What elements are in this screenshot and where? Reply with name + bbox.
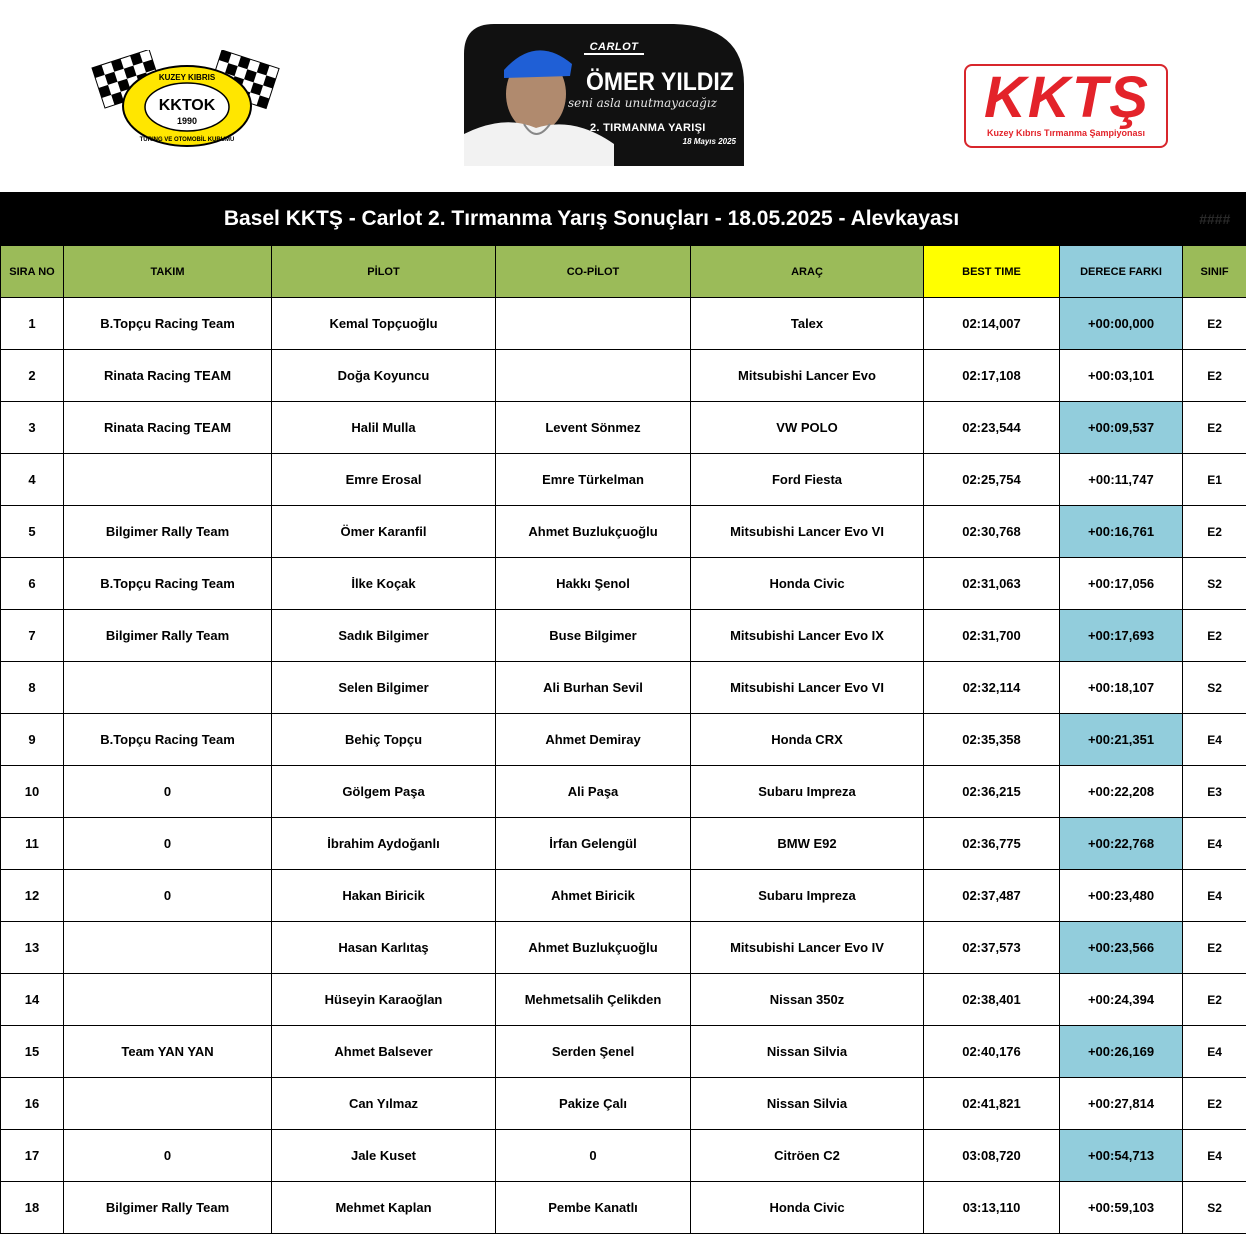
banner-driver-name: ÖMER YILDIZ — [586, 68, 734, 96]
cell-pilot: Gölgem Paşa — [272, 766, 496, 818]
table-row — [1, 662, 1246, 714]
cell-pilot: Hakan Biricik — [272, 870, 496, 922]
cell-copilot — [496, 298, 691, 350]
cell-pos: 15 — [1, 1026, 64, 1078]
kktok-name: KKTOK — [158, 97, 216, 114]
cell-best-time: 02:31,700 — [924, 610, 1060, 662]
table-row — [1, 350, 1246, 402]
kktok-bottom-text: TURING VE OTOMOBİL KURUMU — [139, 137, 235, 143]
cell-diff: +00:17,056 — [1060, 558, 1183, 610]
cell-diff: +00:17,693 — [1060, 610, 1183, 662]
cell-team: B.Topçu Racing Team — [64, 558, 272, 610]
table-row — [1, 766, 1246, 818]
cell-pos: 6 — [1, 558, 64, 610]
event-banner — [464, 24, 744, 166]
cell-car: Mitsubishi Lancer Evo — [691, 350, 924, 402]
cell-best-time: 02:31,063 — [924, 558, 1060, 610]
table-row — [1, 922, 1246, 974]
cell-class: E2 — [1183, 610, 1246, 662]
cell-pos: 16 — [1, 1078, 64, 1130]
cell-diff: +00:27,814 — [1060, 1078, 1183, 1130]
cell-pos: 7 — [1, 610, 64, 662]
cell-copilot: Ahmet Buzlukçuoğlu — [496, 506, 691, 558]
kkts-logo-subtitle: Kuzey Kıbrıs Tırmanma Şampiyonası — [986, 128, 1146, 138]
col-header-copilot: CO-PİLOT — [496, 246, 691, 298]
cell-best-time: 02:17,108 — [924, 350, 1060, 402]
cell-class: E2 — [1183, 402, 1246, 454]
cell-class: S2 — [1183, 1182, 1246, 1234]
cell-pilot: Emre Erosal — [272, 454, 496, 506]
table-row — [1, 454, 1246, 506]
cell-team: Team YAN YAN — [64, 1026, 272, 1078]
cell-best-time: 03:08,720 — [924, 1130, 1060, 1182]
banner-tagline: seni asla unutmayacağız — [568, 96, 717, 110]
table-row — [1, 1078, 1246, 1130]
cell-pilot: Ahmet Balsever — [272, 1026, 496, 1078]
table-title: Basel KKTŞ - Carlot 2. Tırmanma Yarış Sonuçları - 18.05.2025 - Alevkayası — [1, 193, 1183, 246]
cell-copilot: Levent Sönmez — [496, 402, 691, 454]
cell-class: E1 — [1183, 454, 1246, 506]
cell-pilot: Sadık Bilgimer — [272, 610, 496, 662]
cell-car: Subaru Impreza — [691, 766, 924, 818]
cell-class: E2 — [1183, 1078, 1246, 1130]
cell-diff: +00:54,713 — [1060, 1130, 1183, 1182]
cell-pilot: Hasan Karlıtaş — [272, 922, 496, 974]
table-row — [1, 1130, 1246, 1182]
cell-best-time: 03:13,110 — [924, 1182, 1060, 1234]
cell-car: Mitsubishi Lancer Evo IX — [691, 610, 924, 662]
cell-pos: 18 — [1, 1182, 64, 1234]
cell-car: Honda Civic — [691, 1182, 924, 1234]
cell-pos: 4 — [1, 454, 64, 506]
cell-copilot: Ahmet Demiray — [496, 714, 691, 766]
cell-pilot: Selen Bilgimer — [272, 662, 496, 714]
cell-copilot: Emre Türkelman — [496, 454, 691, 506]
cell-team: 0 — [64, 818, 272, 870]
cell-copilot: Mehmetsalih Çelikden — [496, 974, 691, 1026]
cell-pilot: Jale Kuset — [272, 1130, 496, 1182]
cell-car: Citröen C2 — [691, 1130, 924, 1182]
cell-team — [64, 454, 272, 506]
cell-team — [64, 1078, 272, 1130]
cell-car: Mitsubishi Lancer Evo VI — [691, 506, 924, 558]
cell-team: Rinata Racing TEAM — [64, 402, 272, 454]
cell-diff: +00:23,566 — [1060, 922, 1183, 974]
cell-car: Ford Fiesta — [691, 454, 924, 506]
cell-class: S2 — [1183, 662, 1246, 714]
cell-team: B.Topçu Racing Team — [64, 298, 272, 350]
cell-diff: +00:11,747 — [1060, 454, 1183, 506]
cell-pilot: Can Yılmaz — [272, 1078, 496, 1130]
cell-pilot: İlke Koçak — [272, 558, 496, 610]
cell-team: Rinata Racing TEAM — [64, 350, 272, 402]
cell-car: Honda Civic — [691, 558, 924, 610]
cell-pos: 14 — [1, 974, 64, 1026]
cell-best-time: 02:37,487 — [924, 870, 1060, 922]
kktok-year: 1990 — [176, 116, 198, 126]
cell-team — [64, 922, 272, 974]
cell-pilot: İbrahim Aydoğanlı — [272, 818, 496, 870]
cell-pilot: Behiç Topçu — [272, 714, 496, 766]
cell-car: Subaru Impreza — [691, 870, 924, 922]
logo-header — [0, 0, 1246, 190]
cell-car: BMW E92 — [691, 818, 924, 870]
table-row — [1, 974, 1246, 1026]
cell-class: E2 — [1183, 974, 1246, 1026]
cell-car: Mitsubishi Lancer Evo VI — [691, 662, 924, 714]
cell-class: E2 — [1183, 506, 1246, 558]
cell-class: E4 — [1183, 1026, 1246, 1078]
cell-pilot: Mehmet Kaplan — [272, 1182, 496, 1234]
cell-car: Nissan Silvia — [691, 1078, 924, 1130]
cell-team: 0 — [64, 1130, 272, 1182]
cell-car: Honda CRX — [691, 714, 924, 766]
table-row — [1, 1026, 1246, 1078]
kktok-top-text: KUZEY KIBRIS — [158, 73, 216, 82]
cell-diff: +00:26,169 — [1060, 1026, 1183, 1078]
cell-diff: +00:21,351 — [1060, 714, 1183, 766]
cell-pos: 3 — [1, 402, 64, 454]
cell-diff: +00:18,107 — [1060, 662, 1183, 714]
cell-diff: +00:03,101 — [1060, 350, 1183, 402]
header-row — [1, 246, 1246, 298]
cell-pos: 17 — [1, 1130, 64, 1182]
cell-team — [64, 974, 272, 1026]
cell-pos: 9 — [1, 714, 64, 766]
title-row — [1, 193, 1246, 246]
cell-best-time: 02:25,754 — [924, 454, 1060, 506]
kkts-logo — [964, 64, 1168, 148]
cell-class: E2 — [1183, 350, 1246, 402]
cell-pos: 5 — [1, 506, 64, 558]
cell-car: Nissan Silvia — [691, 1026, 924, 1078]
cell-pilot: Halil Mulla — [272, 402, 496, 454]
cell-team — [64, 662, 272, 714]
cell-car: VW POLO — [691, 402, 924, 454]
cell-diff: +00:22,208 — [1060, 766, 1183, 818]
banner-brand: CARLOT — [584, 42, 644, 55]
cell-best-time: 02:36,215 — [924, 766, 1060, 818]
col-header-best-time: BEST TIME — [924, 246, 1060, 298]
cell-best-time: 02:32,114 — [924, 662, 1060, 714]
cell-pos: 11 — [1, 818, 64, 870]
cell-diff: +00:00,000 — [1060, 298, 1183, 350]
cell-diff: +00:16,761 — [1060, 506, 1183, 558]
cell-class: E3 — [1183, 766, 1246, 818]
table-corner: #### — [1183, 193, 1246, 246]
cell-pilot: Doğa Koyuncu — [272, 350, 496, 402]
cell-class: E4 — [1183, 1130, 1246, 1182]
cell-diff: +00:22,768 — [1060, 818, 1183, 870]
table-row — [1, 818, 1246, 870]
cell-class: E2 — [1183, 298, 1246, 350]
cell-diff: +00:09,537 — [1060, 402, 1183, 454]
col-header-pilot: PİLOT — [272, 246, 496, 298]
cell-copilot: 0 — [496, 1130, 691, 1182]
cell-pos: 10 — [1, 766, 64, 818]
cell-best-time: 02:30,768 — [924, 506, 1060, 558]
cell-team: B.Topçu Racing Team — [64, 714, 272, 766]
cell-diff: +00:24,394 — [1060, 974, 1183, 1026]
cell-pos: 12 — [1, 870, 64, 922]
table-row — [1, 714, 1246, 766]
cell-copilot — [496, 350, 691, 402]
cell-copilot: İrfan Gelengül — [496, 818, 691, 870]
cell-team: Bilgimer Rally Team — [64, 506, 272, 558]
cell-pilot: Kemal Topçuoğlu — [272, 298, 496, 350]
col-header-diff: DERECE FARKI — [1060, 246, 1183, 298]
cell-diff: +00:23,480 — [1060, 870, 1183, 922]
cell-copilot: Serden Şenel — [496, 1026, 691, 1078]
cell-pos: 2 — [1, 350, 64, 402]
cell-best-time: 02:40,176 — [924, 1026, 1060, 1078]
cell-copilot: Ali Burhan Sevil — [496, 662, 691, 714]
cell-best-time: 02:37,573 — [924, 922, 1060, 974]
cell-copilot: Hakkı Şenol — [496, 558, 691, 610]
table-row — [1, 506, 1246, 558]
cell-best-time: 02:38,401 — [924, 974, 1060, 1026]
cell-team: Bilgimer Rally Team — [64, 610, 272, 662]
cell-car: Nissan 350z — [691, 974, 924, 1026]
banner-date: 18 Mayıs 2025 — [682, 137, 736, 146]
results-table — [0, 192, 1246, 1234]
kktok-logo — [88, 50, 286, 150]
cell-class: E4 — [1183, 870, 1246, 922]
cell-class: E4 — [1183, 818, 1246, 870]
cell-best-time: 02:35,358 — [924, 714, 1060, 766]
cell-pos: 8 — [1, 662, 64, 714]
col-header-team: TAKIM — [64, 246, 272, 298]
cell-pilot: Hüseyin Karaoğlan — [272, 974, 496, 1026]
table-row — [1, 402, 1246, 454]
table-row — [1, 610, 1246, 662]
cell-team: 0 — [64, 870, 272, 922]
cell-pos: 1 — [1, 298, 64, 350]
col-header-pos: SIRA NO — [1, 246, 64, 298]
cell-copilot: Buse Bilgimer — [496, 610, 691, 662]
table-row — [1, 558, 1246, 610]
cell-class: E2 — [1183, 922, 1246, 974]
cell-diff: +00:59,103 — [1060, 1182, 1183, 1234]
col-header-car: ARAÇ — [691, 246, 924, 298]
cell-copilot: Pakize Çalı — [496, 1078, 691, 1130]
cell-best-time: 02:41,821 — [924, 1078, 1060, 1130]
cell-team: 0 — [64, 766, 272, 818]
cell-best-time: 02:14,007 — [924, 298, 1060, 350]
cell-class: S2 — [1183, 558, 1246, 610]
cell-team: Bilgimer Rally Team — [64, 1182, 272, 1234]
table-row — [1, 298, 1246, 350]
cell-copilot: Ahmet Biricik — [496, 870, 691, 922]
table-row — [1, 870, 1246, 922]
kkts-logo-text: KKTŞ — [984, 65, 1150, 130]
cell-copilot: Ali Paşa — [496, 766, 691, 818]
cell-car: Mitsubishi Lancer Evo IV — [691, 922, 924, 974]
cell-pilot: Ömer Karanfil — [272, 506, 496, 558]
cell-pos: 13 — [1, 922, 64, 974]
cell-car: Talex — [691, 298, 924, 350]
cell-copilot: Pembe Kanatlı — [496, 1182, 691, 1234]
cell-class: E4 — [1183, 714, 1246, 766]
table-row — [1, 1182, 1246, 1234]
banner-race: 2. TIRMANMA YARIŞI — [590, 122, 706, 134]
cell-best-time: 02:36,775 — [924, 818, 1060, 870]
cell-copilot: Ahmet Buzlukçuoğlu — [496, 922, 691, 974]
cell-best-time: 02:23,544 — [924, 402, 1060, 454]
col-header-class: SINIF — [1183, 246, 1246, 298]
